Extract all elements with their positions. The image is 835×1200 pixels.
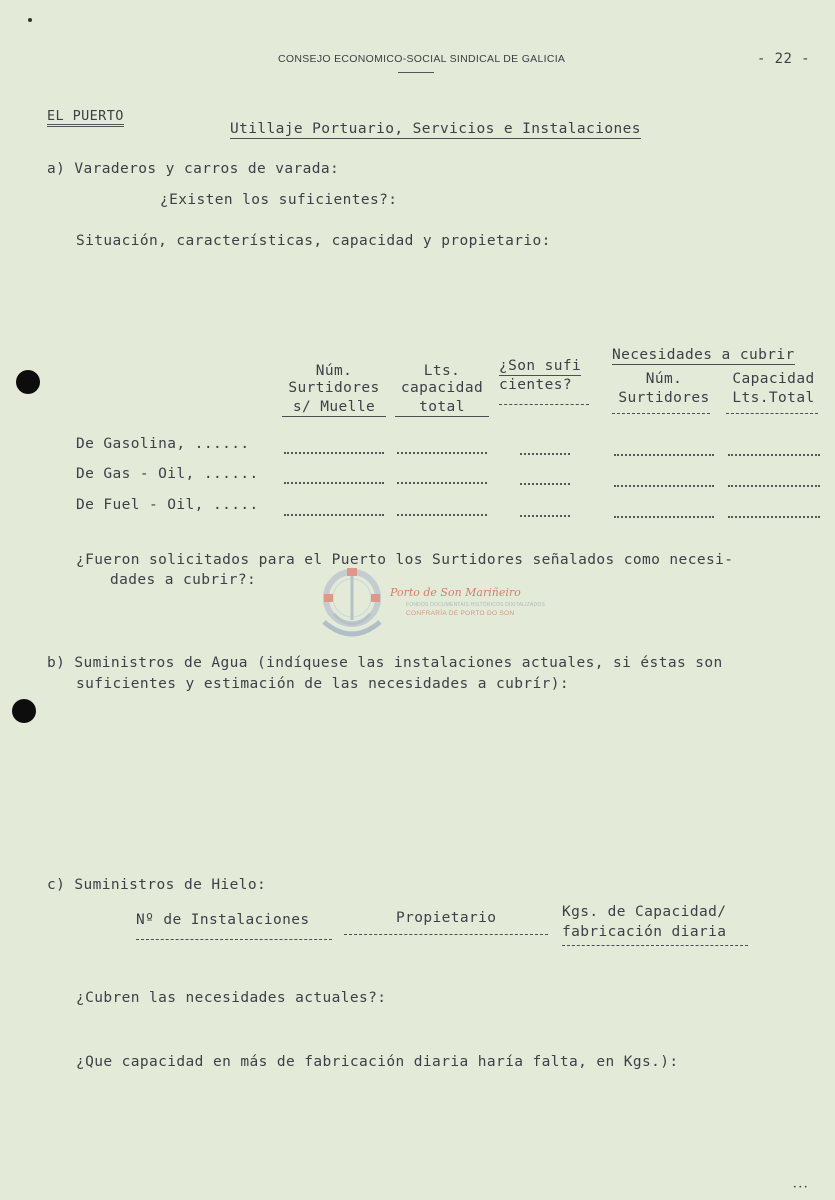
section-a-heading: a) Varaderos y carros de varada: bbox=[47, 161, 340, 177]
surtidores-question-line1: ¿Fueron solicitados para el Puerto los Surtidores señalados como necesi- bbox=[76, 552, 734, 568]
punch-hole-top bbox=[16, 370, 40, 394]
col-num-line3 bbox=[282, 400, 386, 417]
section-label-text: EL PUERTO bbox=[47, 108, 124, 127]
col-kgs-rule bbox=[562, 942, 748, 946]
col-instalaciones bbox=[136, 910, 332, 940]
col-nec-cap-line2: Lts.Total bbox=[732, 390, 815, 406]
col-num-line2: Surtidores bbox=[288, 380, 380, 396]
col-kgs-line1: Kgs. de Capacidad/ bbox=[562, 904, 727, 920]
col-nec-num-line2: Surtidores bbox=[618, 390, 710, 406]
col-son-line1-text: ¿Son sufi bbox=[499, 358, 582, 374]
col-kgs-line2: fabricación diaria bbox=[562, 924, 727, 940]
col-propietario bbox=[396, 910, 496, 926]
col-nec-num-rule bbox=[612, 408, 710, 414]
section-c-heading: c) Suministros de Hielo: bbox=[47, 877, 267, 893]
row-fueloil-field-lts bbox=[397, 514, 487, 516]
col-son-line2: cientes? bbox=[499, 377, 573, 393]
row-gasoil-field-nec-num bbox=[614, 485, 714, 487]
row-gasoil-field-son bbox=[520, 483, 570, 485]
row-gasolina-field-lts bbox=[397, 452, 487, 454]
archive-watermark bbox=[318, 562, 545, 646]
section-c-question2: ¿Que capacidad en más de fabricación diaria haría falta, en Kgs.): bbox=[76, 1054, 679, 1070]
col-lts-line2: capacidad bbox=[400, 380, 484, 396]
col-num-surtidores bbox=[282, 364, 386, 417]
corner-mark bbox=[28, 18, 32, 22]
col-nec-cap-line1: Capacidad bbox=[732, 371, 815, 387]
col-lts-line3-text: total bbox=[395, 400, 489, 417]
section-c-question1: ¿Cubren las necesidades actuales?: bbox=[76, 990, 387, 1006]
col-instalaciones-rule bbox=[136, 930, 332, 940]
row-gasolina-field-nec-cap bbox=[728, 454, 820, 456]
row-gasolina-field-son bbox=[520, 453, 570, 455]
col-nec-cap bbox=[726, 370, 821, 414]
row-gasoil-field-lts bbox=[397, 482, 487, 484]
col-instalaciones-label: Nº de Instalaciones bbox=[136, 912, 310, 928]
col-necesidades-title: Necesidades a cubrir bbox=[612, 347, 795, 363]
section-a-details: Situación, características, capacidad y propietario: bbox=[76, 233, 551, 249]
punch-hole-bottom bbox=[12, 699, 36, 723]
organization-header: CONSEJO ECONOMICO-SOCIAL SINDICAL DE GALICIA bbox=[278, 53, 566, 65]
col-propietario-label: Propietario bbox=[396, 910, 497, 926]
col-necesidades bbox=[612, 347, 795, 363]
row-gasolina-field-nec-num bbox=[614, 454, 714, 456]
watermark-subtitle: FONDOS DOCUMENTAIS HISTÓRICOS DIXITALIZADOS bbox=[406, 602, 545, 608]
surtidores-question-line2: dades a cubrir?: bbox=[110, 572, 257, 588]
col-num-line1: Núm. bbox=[315, 363, 353, 379]
section-a-question: ¿Existen los suficientes?: bbox=[160, 192, 398, 208]
row-gasoil-field-num bbox=[284, 482, 384, 484]
col-lts-line1: Lts. bbox=[423, 363, 461, 379]
row-fueloil-label: De Fuel - Oil, ..... bbox=[76, 497, 259, 513]
row-gasoil-label: De Gas - Oil, ...... bbox=[76, 466, 259, 482]
page-title: Utillaje Portuario, Servicios e Instalaciones bbox=[230, 121, 641, 137]
section-b-line1: b) Suministros de Agua (indíquese las instalaciones actuales, si éstas son bbox=[47, 655, 723, 671]
row-fueloil-field-nec-cap bbox=[728, 516, 820, 518]
col-lts-capacidad bbox=[395, 364, 489, 417]
col-num-line3-text: s/ Muelle bbox=[282, 400, 386, 417]
footer-marks: • • • bbox=[793, 1184, 808, 1191]
col-propietario-rule bbox=[344, 933, 548, 935]
row-fueloil-field-son bbox=[520, 515, 570, 517]
col-son-rule bbox=[499, 395, 589, 405]
col-nec-num bbox=[612, 370, 716, 414]
row-gasolina-label: De Gasolina, ...... bbox=[76, 436, 250, 452]
anchor-seal-icon bbox=[318, 562, 386, 646]
page-number: - 22 - bbox=[757, 51, 810, 67]
header-rule bbox=[398, 72, 434, 73]
col-nec-num-line1: Núm. bbox=[645, 371, 683, 387]
watermark-brand: Porto de Son Mariñeiro bbox=[390, 586, 521, 599]
section-b-line2: suficientes y estimación de las necesidades a cubrír): bbox=[76, 676, 570, 692]
row-fueloil-field-nec-num bbox=[614, 516, 714, 518]
watermark-org: CONFRARÍA DE PORTO DO SON bbox=[406, 610, 515, 617]
col-kgs bbox=[562, 902, 748, 946]
col-nec-cap-rule bbox=[726, 408, 818, 414]
row-gasolina-field-num bbox=[284, 452, 384, 454]
row-gasoil-field-nec-cap bbox=[728, 485, 820, 487]
col-son-suficientes bbox=[499, 357, 589, 405]
row-fueloil-field-num bbox=[284, 514, 384, 516]
col-son-line1 bbox=[499, 357, 589, 376]
section-label bbox=[47, 108, 124, 124]
col-lts-line3 bbox=[395, 400, 489, 417]
